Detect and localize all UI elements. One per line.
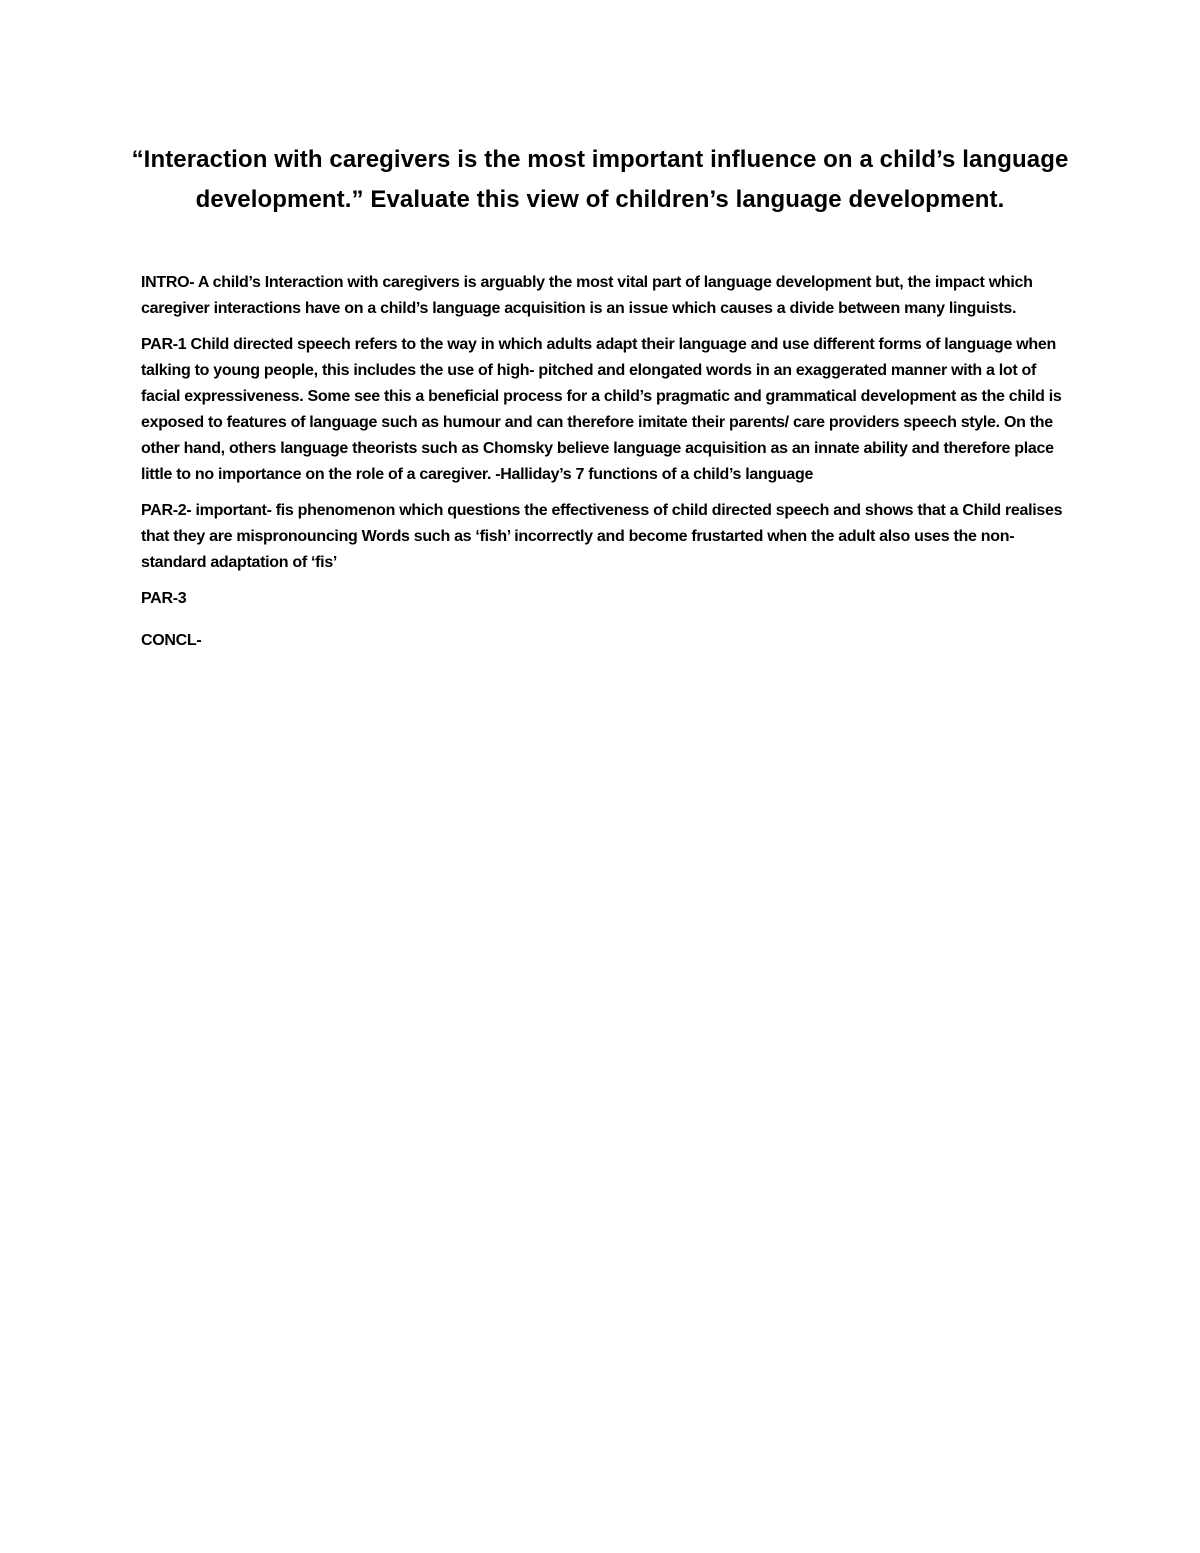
conclusion-heading: CONCL- xyxy=(141,632,202,649)
intro-paragraph: INTRO- A child’s Interaction with caregivers is arguably the most vital part of language development but, the impact which caregiver interactions have on a child’s language acquisition is an issue which causes a divide between many linguists. xyxy=(141,274,1033,317)
essay-question-title: “Interaction with caregivers is the most important influence on a child’s language development.” Evaluate this view of children’s language development. xyxy=(131,146,1069,213)
paragraph-1: PAR-1 Child directed speech refers to the way in which adults adapt their language and use different forms of language when talking to young people, this includes the use of high- pitched and elongated words in an exaggerated manner with a lot of facial expressiveness. Some see this a beneficial process for a child’s pragmatic and grammatical development as the child is exposed to features of language such as humour and can therefore imitate their parents/ care providers speech style. On the other hand, others language theorists such as Chomsky believe language acquisition as an innate ability and therefore place little to no importance on the role of a caregiver. -Halliday’s 7 functions of a child’s language xyxy=(141,336,1062,483)
paragraph-2: PAR-2- important- fis phenomenon which questions the effectiveness of child directed speech and shows that a Child realises that they are mispronouncing Words such as ‘fish’ incorrectly and become frustarted when the adult also uses the non- standard adaptation of ‘fis’ xyxy=(141,502,1063,571)
paragraph-3-heading: PAR-3 xyxy=(141,590,187,607)
essay-body xyxy=(141,270,1063,670)
